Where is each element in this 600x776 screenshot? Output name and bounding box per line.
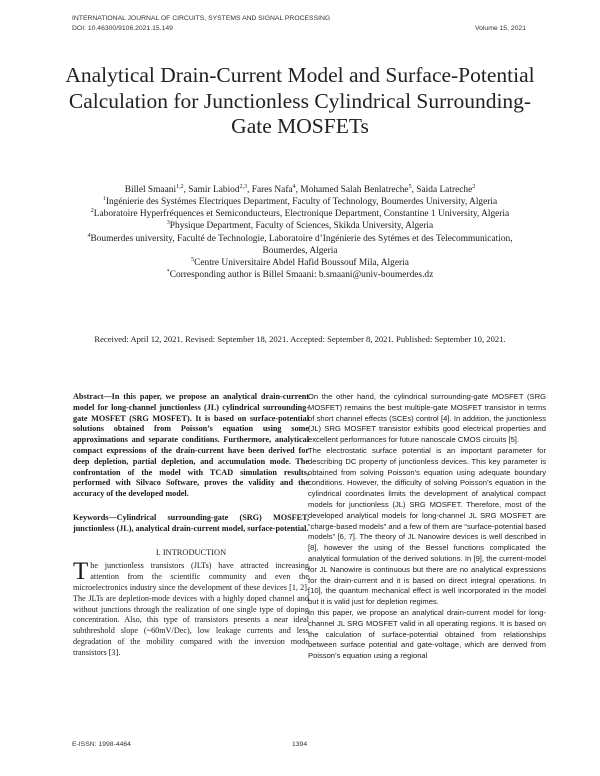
author: Saida Latreche — [416, 185, 473, 195]
intro-paragraph: The junctionless transistors (JLTs) have attracted increasing attention from the scientific community and even the microelectronics industry since the development of these devices [1, 2]. The JLTs are depletion-mode devices with a highly doped channel and without junctions through the realization of one single type of doping concentration. Also, this type of transistors presents a near ideal subthreshold slope (~60mV/Dec), low leakage currents and less degradation of the mobility compared with the inversion mode transistors [3]. — [73, 558, 309, 657]
eissn: E-ISSN: 1998-4464 — [72, 741, 131, 748]
left-column — [73, 392, 309, 659]
journal-name: INTERNATIONAL JOURNAL OF CIRCUITS, SYSTEMS AND SIGNAL PROCESSING — [72, 15, 331, 22]
doi: DOI: 10.46300/9106.2021.15.149 — [72, 25, 173, 32]
corresponding-author: *Corresponding author is Billel Smaani: b.smaani@univ-boumerdes.dz — [166, 269, 434, 281]
paragraph: In this paper, we propose an analytical drain-current model for long-channel JL SRG MOSFET valid in all operating regions. It is based on the calculation of surface-potential obtained from relationships between surface potential and gate-voltage, which are derived from Poisson’s equation using a regional — [308, 607, 546, 661]
affiliation: $^2$Laboratoire Hyperfréquences et Semiconducteurs, Electronique Department, Constantine 1 University, Algeria — [90, 208, 510, 220]
affiliation: $^5$Centre Universitaire Abdel Hafid Boussouf Mila, Algeria — [191, 256, 409, 269]
affiliation: $^4$Boumerdes university, Faculté de Technologie, Laboratoire d’Ingénierie des Sytémes et des Telecommunication, Boumerdes, Algeria — [87, 232, 513, 256]
affiliation: $^3$Physique Department, Faculty of Sciences, Skikda University, Algeria — [166, 220, 434, 232]
keywords: Keywords—Cylindrical surrounding-gate (SRG) MOSFET, junctionless (JL), analytical drain-current model, surface-potential. — [73, 512, 309, 533]
author: Mohamed Salah Benlatreche — [300, 185, 409, 195]
affiliations — [80, 196, 520, 281]
page-number: 1394 — [292, 741, 308, 748]
drop-cap: T — [73, 558, 89, 586]
right-column — [308, 392, 546, 662]
author: Billel Smaani — [124, 185, 177, 195]
section-heading: I. INTRODUCTION — [155, 547, 227, 557]
paragraph: The electrostatic surface potential is an important parameter for describing DC property of junctionless devices. This key parameter is obtained from solving Poisson’s equation using adequate boundary conditions. However, the difficulty of solving Poisson’s equation in the cylindrical coordinates limits the development of analytical compact models for junctionless (JL) SRG MOSFET. Therefore, most of the developed analytical models for long-channel JL SRG MOSFET are “charge-based models” and a few of them are “surface-potential based models” [6, 7]. The theory of JL Nanowire devices is well described in [8], however the using of the Bessel functions complicated the analytical formulation of the derived solutions. In [9], the current-model for JL Nanowire is continuous but there are no analytical expressions for the drain-current and it is based on direct integral operations. In [10], the quantum mechanical effect is well incorporated in the model but it is valid just for depletion regimes. — [308, 445, 546, 607]
author-list: Billel Smaani$^{1,2}$, Samir Labiod$^{2,3}$, Fares Nafa$^4$, Mohamed Salah Benlatreche$^5$, Saida Latreche$^2$ — [124, 183, 476, 195]
author: Fares Nafa — [251, 185, 293, 195]
paragraph: On the other hand, the cylindrical surrounding-gate MOSFET (SRG MOSFET) remains the best multiple-gate MOSFET transistor in terms of short channel effects (SCEs) control [4]. In addition, the junctionless (JL) SRG MOSFET transistor exhibits good electrical properties and excellent performances for future nanoscale CMOS circuits [5]. — [308, 392, 546, 445]
abstract: Abstract—In this paper, we propose an analytical drain-current model for long-channel junctionless (JL) cylindrical surrounding-gate MOSFET (SRG MOSFET). It is based on surface-potential solutions obtained from Poisson’s equation using some approximations and separate conditions. Furthermore, analytical compact expressions of the drain-current have been derived for deep depletion, partial depletion, and accumulation mode. The confrontation of the model with TCAD simulation results, performed with Silvaco Software, proves the validity and the accuracy of the developed model. — [73, 392, 309, 499]
affiliation: $^1$Ingénierie des Systémes Electriques Department, Faculty of Technology, Boumerdes University, Algeria — [102, 195, 498, 207]
publication-dates: Received: April 12, 2021. Revised: September 18, 2021. Accepted: September 8, 2021. Published: September 10, 2021. — [94, 334, 506, 344]
author: Samir Labiod — [188, 185, 240, 195]
paper-title: Analytical Drain-Current Model and Surface-Potential Calculation for Junctionless Cylindrical Surrounding-Gate MOSFETs — [65, 63, 535, 138]
volume: Volume 15, 2021 — [474, 25, 526, 32]
